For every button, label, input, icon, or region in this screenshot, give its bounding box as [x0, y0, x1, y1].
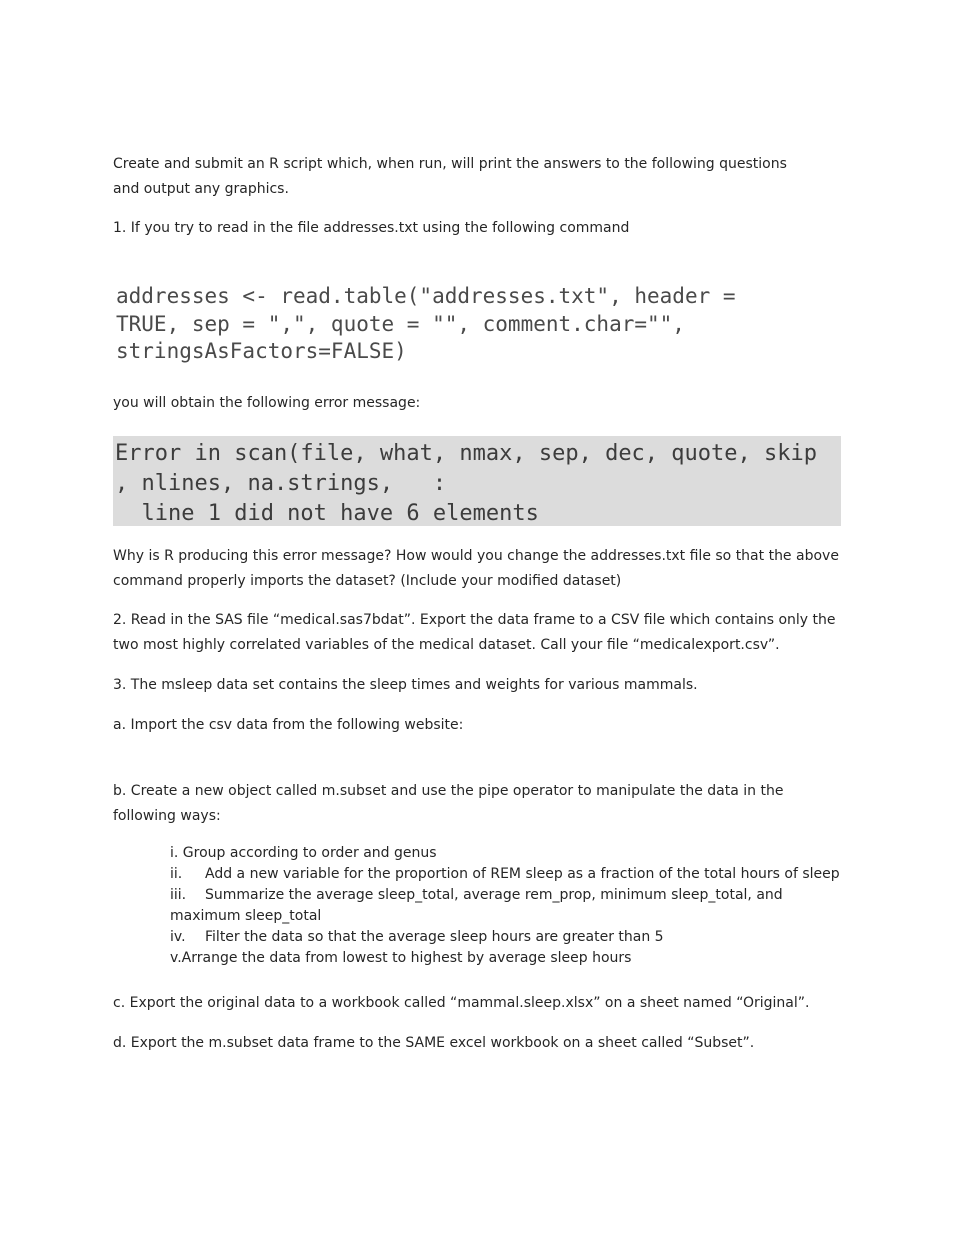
question-3-intro: 3. The msleep data set contains the sleep times and weights for various mammals. [113, 677, 698, 693]
list-item-number: i. [170, 845, 179, 861]
question-3b-line-1: b. Create a new object called m.subset and use the pipe operator to manipulate the data in the [113, 783, 784, 799]
error-message-block [113, 436, 841, 526]
list-item [170, 948, 860, 969]
question-2 [113, 608, 848, 657]
list-item-text: Summarize the average sleep_total, average rem_prop, minimum sleep_total, and [205, 887, 783, 903]
list-item-text: Add a new variable for the proportion of REM sleep as a fraction of the total hours of sleep [205, 866, 840, 882]
list-item-text: Filter the data so that the average sleep hours are greater than 5 [205, 929, 664, 945]
list-item [170, 927, 860, 948]
list-item-number: ii. [170, 866, 183, 882]
list-item-number: iv. [170, 929, 186, 945]
list-item [170, 885, 860, 927]
list-item-number: v. [170, 950, 182, 966]
list-item-text: Arrange the data from lowest to highest by average sleep hours [181, 950, 632, 966]
question-3a: a. Import the csv data from the following website: [113, 717, 464, 733]
question-2-line-2: two most highly correlated variables of the medical dataset. Call your file “medicalexport.csv”. [113, 636, 780, 653]
list-item-continuation: maximum sleep_total [170, 908, 322, 924]
code-line-1: addresses <- read.table("addresses.txt", header = [116, 284, 736, 308]
question-1-followup [113, 544, 848, 593]
question-3c: c. Export the original data to a workbook called “mammal.sleep.xlsx” on a sheet named “Original”. [113, 995, 810, 1011]
error-line-1: Error in scan(file, what, nmax, sep, dec, quote, skip [115, 441, 817, 466]
list-item [170, 864, 860, 885]
intro-line-2: and output any graphics. [113, 180, 289, 197]
manipulation-steps-list [170, 843, 860, 969]
question-3b [113, 779, 848, 828]
question-1-prompt: 1. If you try to read in the file addresses.txt using the following command [113, 220, 630, 236]
error-line-3: line 1 did not have 6 elements [115, 501, 539, 526]
question-3d: d. Export the m.subset data frame to the SAME excel workbook on a sheet called “Subset”. [113, 1035, 755, 1051]
followup-line-2: command properly imports the dataset? (Include your modified dataset) [113, 572, 622, 589]
code-line-2: TRUE, sep = ",", quote = "", comment.char="", [116, 311, 685, 336]
code-line-3: stringsAsFactors=FALSE) [116, 339, 407, 363]
intro-line-1: Create and submit an R script which, when run, will print the answers to the following questions [113, 156, 787, 172]
list-item-number: iii. [170, 887, 187, 903]
list-item-text: Group according to order and genus [182, 845, 437, 861]
followup-line-1: Why is R producing this error message? How would you change the addresses.txt file so that the above [113, 548, 839, 564]
question-3b-line-2: following ways: [113, 807, 221, 824]
error-intro-text: you will obtain the following error message: [113, 395, 421, 411]
error-line-2: , nlines, na.strings, : [115, 471, 447, 496]
intro-paragraph [113, 152, 848, 201]
read-table-code-block [116, 283, 851, 366]
question-2-line-1: 2. Read in the SAS file “medical.sas7bdat”. Export the data frame to a CSV file which contains only the [113, 612, 836, 628]
list-item [170, 843, 860, 864]
